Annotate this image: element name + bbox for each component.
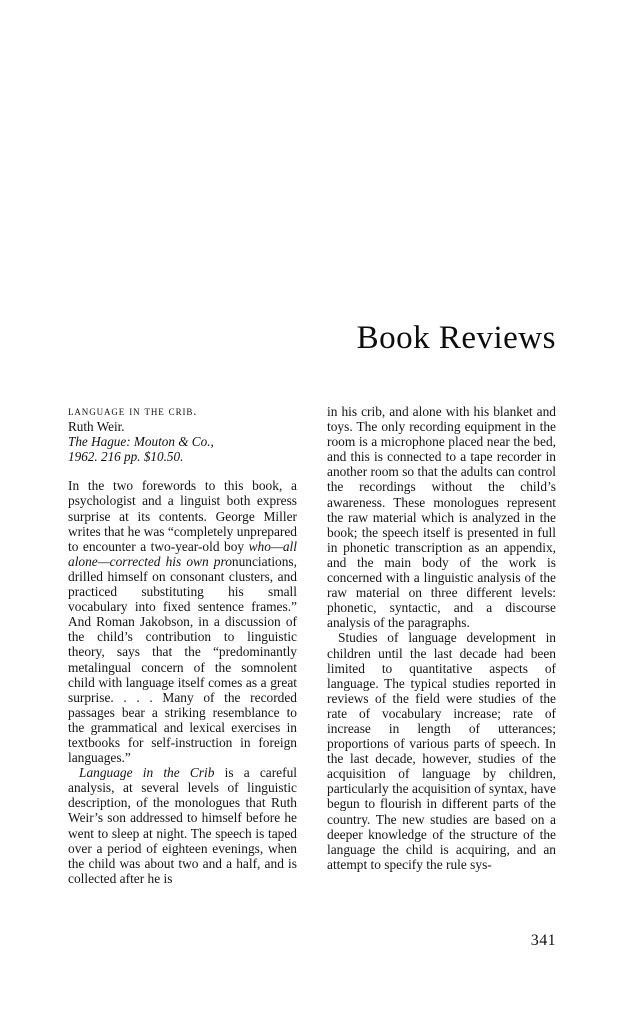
citation-title: language in the crib. (68, 404, 198, 418)
citation-publisher: The Hague: Mouton & Co., (68, 434, 214, 450)
paragraph-text-run: is a careful analysis, at several levels of linguistic description, of the monologues that Ruth Weir’s son addressed to himself before he went to sleep at night. The speech is taped over a period of eighteen evenings, when the child was about two and a half, and is collected after he is (68, 765, 297, 886)
left-column (68, 404, 297, 929)
paragraph-italic-run: who—all alone—corrected his own pro (68, 538, 297, 569)
book-citation (68, 404, 297, 464)
paragraph-text-run: In the two forewords to this book, a psychologist and a linguist both express surprise at its contents. George Miller writes that he was “completely unprepared to encounter a two-year-old boy (68, 478, 297, 554)
left-paragraph-1 (68, 478, 297, 765)
page-title: Book Reviews (356, 320, 556, 357)
paragraph-italic-run: Language in the Crib (79, 765, 215, 781)
right-column (327, 404, 556, 929)
page-number: 341 (530, 932, 556, 949)
right-paragraph-2: Studies of language development in children until the last decade had been limited to quantitative aspects of language. The typical studies reported in reviews of the field were studies of the rate of vocabulary increase; rate of increase in length of utterances; proportions of various parts of speech. In the last decade, however, studies of the acquisition of language by children, particularly the acquisition of syntax, have begun to flourish in different parts of the country. The new studies are based on a deeper knowledge of the structure of the language the child is acquiring, and an attempt to specify the rule sys- (327, 630, 556, 872)
citation-details: 1962. 216 pp. $10.50. (68, 449, 184, 465)
paragraph-text-run: nunciations, drilled himself on consonant clusters, and practiced substituting his small vocabulary into fixed sentence frames.” And Roman Jakobson, in a discussion of the child’s contribution to linguistic theory, says that the “predominantly metalingual concern of the somnolent child with language itself comes as a great surprise. . . . Many of the recorded passages bear a striking resemblance to the grammatical and lexical exercises in textbooks for self-instruction in foreign languages.” (68, 553, 297, 766)
citation-author: Ruth Weir. (68, 419, 125, 435)
two-column-body (68, 404, 556, 929)
left-paragraph-2 (68, 765, 297, 886)
right-paragraph-1: in his crib, and alone with his blanket and toys. The only recording equipment in the room is a microphone placed near the bed, and this is connected to a tape recorder in another room so that the adults can control the recordings without the child’s awareness. These monologues represent the raw material which is analyzed in the book; the speech itself is presented in full in phonetic transcription as an appendix, and the main body of the work is concerned with a linguistic analysis of the raw material on three different levels: phonetic, syntactic, and a discourse analysis of the paragraphs. (327, 404, 556, 631)
